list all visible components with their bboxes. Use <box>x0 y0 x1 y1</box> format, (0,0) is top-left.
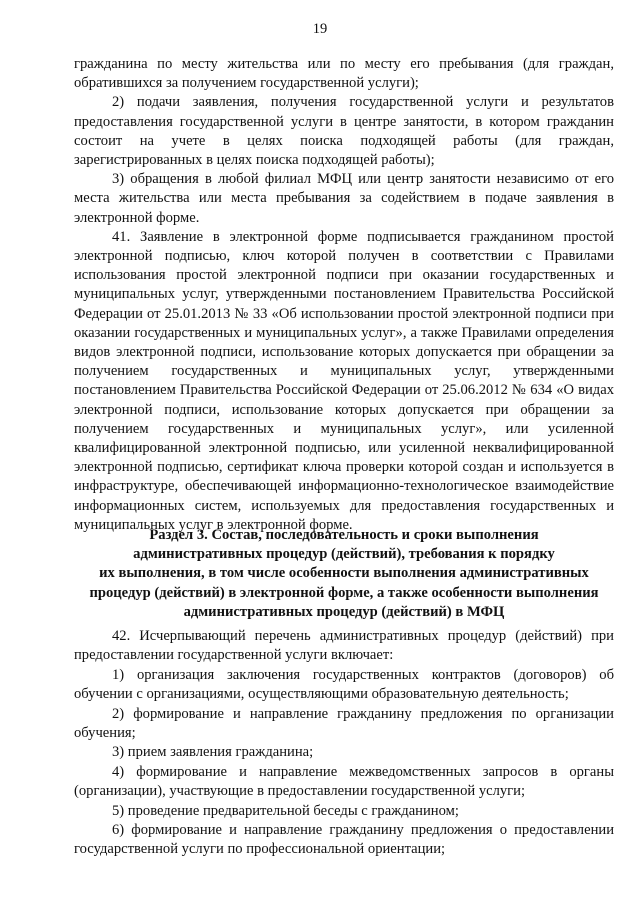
list-item: 6) формирование и направление гражданину предложения о предоставлении государственной услуги по профессиональной ориентации; <box>74 822 614 858</box>
section-heading-line: административных процедур (действий) в МФЦ <box>183 603 505 620</box>
paragraph-item-3: 3) обращения в любой филиал МФЦ или центр занятости независимо от его места жительства или места пребывания за содействием в подаче заявления в электронной форме. <box>74 171 614 226</box>
paragraph-item-2: 2) подачи заявления, получения государственной услуги и результатов предоставления государственной услуги в центре занятости, в котором гражданин состоит на учете в целях поиска подходящей работы (для граждан, зарегистрированных в целях поиска подходящей работы); <box>74 94 614 169</box>
list-item: 4) формирование и направление межведомственных запросов в органы (организации), участвующие в предоставлении государственной услуги; <box>74 763 614 800</box>
list-item: 1) организация заключения государственных контрактов (договоров) об обучении с организациями, осуществляющими образовательную деятельность; <box>74 666 614 703</box>
paragraph-continuation: гражданина по месту жительства или по месту его пребывания (для граждан, обратившихся за получением государственной услуги); <box>74 56 614 92</box>
list-item: 2) формирование и направление гражданину предложения по организации обучения; <box>74 705 614 742</box>
section-heading-line: Раздел 3. Состав, последовательность и сроки выполнения <box>149 527 539 543</box>
section-heading-line: административных процедур (действий), требования к порядку <box>133 546 555 563</box>
section-heading <box>74 526 614 622</box>
paragraph-41: 41. Заявление в электронной форме подписывается гражданином простой электронной подписью, ключ которой получен в соответствии с Правилами использования простой электронной подписи при оказании государственных и муниципальных услуг, утвержденными постановлением Правительства Российской Федерации от 25.01.2013 № 33 «Об использовании простой электронной подписи при оказании государственных и муниципальных услуг», а также Правилами определения видов электронной подписи, использование которых допускается при обращении за получением государственных и муниципальных услуг, утвержденными постановлением Правительства Российской Федерации от 25.06.2012 № 634 «О видах электронной подписи, использование которых допускается при обращении за получением государственных и муниципальных услуг», или усиленной квалифицированной электронной подписью, или усиленной неквалифицированной электронной подписью, сертификат ключа проверки которой создан и используется в инфраструктуре, обеспечивающей информационно-технологическое взаимодействие информационных систем, используемых для предоставления государственных и муниципальных услуг в электронной форме. <box>74 228 614 533</box>
list-item: 5) проведение предварительной беседы с гражданином; <box>112 802 459 819</box>
section-heading-line: их выполнения, в том числе особенности выполнения административных <box>99 565 589 582</box>
page-number: 19 <box>312 21 328 37</box>
document-body-bottom <box>74 627 614 860</box>
list-item: 3) прием заявления гражданина; <box>112 744 314 761</box>
paragraph-42: 42. Исчерпывающий перечень административных процедур (действий) при предоставлении государственной услуги включает: <box>74 628 614 664</box>
document-body-top <box>74 55 614 535</box>
section-heading-line: процедур (действий) в электронной форме, а также особенности выполнения <box>89 584 599 601</box>
